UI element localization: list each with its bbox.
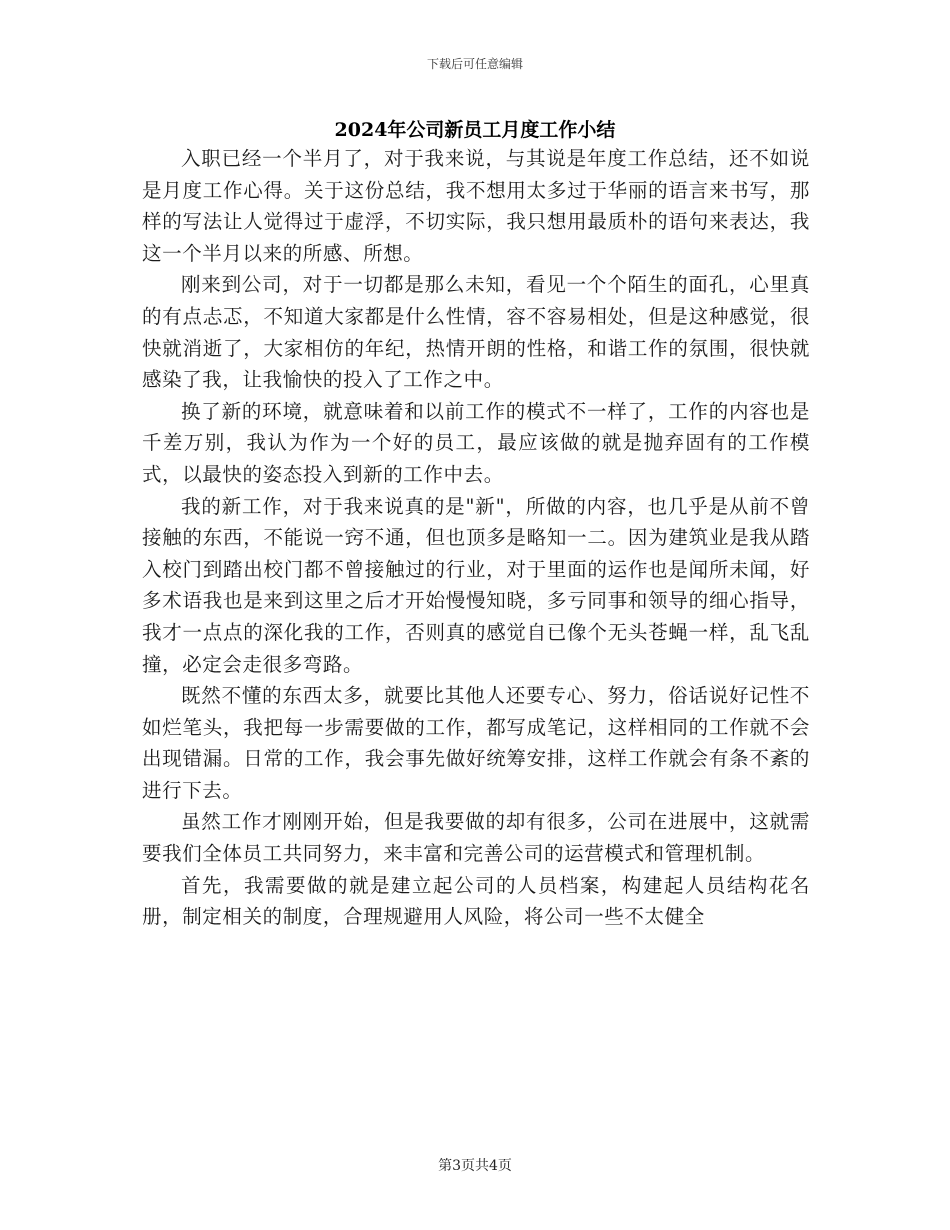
page-number: 第3页共4页 [438,1158,512,1174]
paragraph: 换了新的环境，就意味着和以前工作的模式不一样了，工作的内容也是千差万别，我认为作为一个好的员工，最应该做的就是抛弃固有的工作模式，以最快的姿态投入到新的工作中去。 [142,399,810,486]
paragraph: 我的新工作，对于我来说真的是"新"，所做的内容，也几乎是从前不曾接触的东西，不能说一窍不通，但也顶多是略知一二。因为建筑业是我从踏入校门到踏出校门都不曾接触过的行业，对于里面的运作也是闻所未闻，好多术语我也是来到这里之后才开始慢慢知晓，多亏同事和领导的细心指导，我才一点点的深化我的工作，否则真的感觉自已像个无头苍蝇一样，乱飞乱撞，必定会走很多弯路。 [142,494,810,676]
document-title: 2024年公司新员工月度工作小结 [334,119,616,141]
paragraph: 既然不懂的东西太多，就要比其他人还要专心、努力，俗话说好记性不如烂笔头，我把每一步需要做的工作，都写成笔记，这样相同的工作就不会出现错漏。日常的工作，我会事先做好统筹安排，这样工作就会有条不紊的进行下去。 [142,684,810,802]
paragraph: 首先，我需要做的就是建立起公司的人员档案，构建起人员结构花名册，制定相关的制度，合理规避用人风险，将公司一些不太健全 [142,873,810,929]
document-body [142,143,810,933]
paragraph: 刚来到公司，对于一切都是那么未知，看见一个个陌生的面孔，心里真的有点忐忑，不知道大家都是什么性情，容不容易相处，但是这种感觉，很快就消逝了，大家相仿的年纪，热情开朗的性格，和谐工作的氛围，很快就感染了我，让我愉快的投入了工作之中。 [142,273,810,392]
header-note: 下载后可任意编辑 [426,57,523,71]
paragraph: 入职已经一个半月了，对于我来说，与其说是年度工作总结，还不如说是月度工作心得。关于这份总结，我不想用太多过于华丽的语言来书写，那样的写法让人觉得过于虚浮，不切实际，我只想用最质朴的语句来表达，我这一个半月以来的所感、所想。 [142,147,810,265]
paragraph: 虽然工作才刚刚开始，但是我要做的却有很多，公司在进展中，这就需要我们全体员工共同努力，来丰富和完善公司的运营模式和管理机制。 [142,810,810,866]
